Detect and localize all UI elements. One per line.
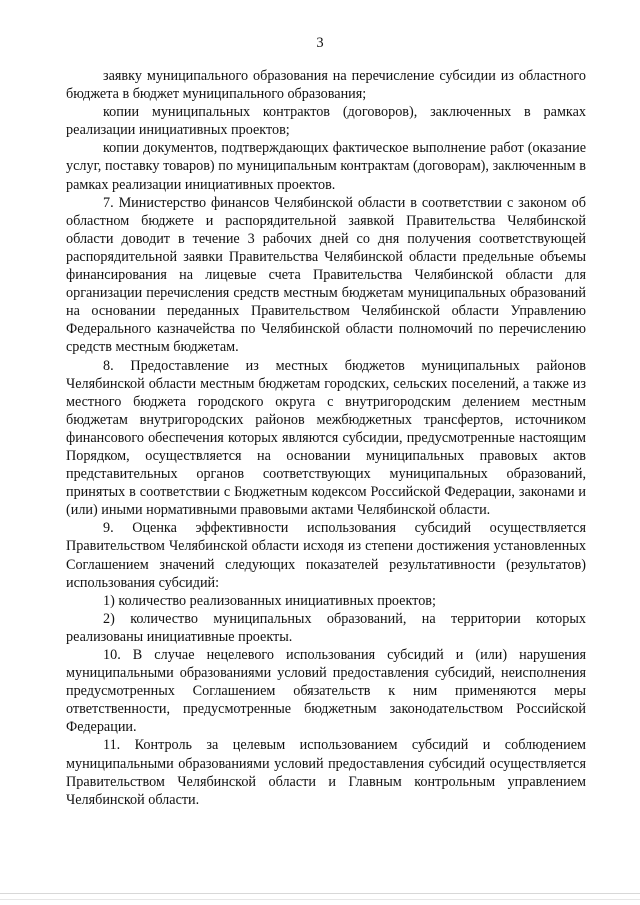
page-number: 3 xyxy=(316,35,324,51)
document-body xyxy=(66,67,586,809)
paragraph-application: заявку муниципального образования на перечисление субсидии из областного бюджета в бюджет муниципального образования; xyxy=(66,68,586,103)
paragraph-document-copies: копии документов, подтверждающих фактическое выполнение работ (оказание услуг, поставку товаров) по муниципальным контрактам (договорам), заключенным в рамках реализации инициативных проектов. xyxy=(66,140,586,193)
scan-edge-line xyxy=(0,899,640,900)
paragraph-indicator-2: 2) количество муниципальных образований, на территории которых реализованы инициативные проекты. xyxy=(66,610,586,645)
paragraph-item-8: 8. Предоставление из местных бюджетов муниципальных районов Челябинской области местным бюджетам городских, сельских поселений, а также из местного бюджета городского округа с внутригородским делением местным бюджетам внутригородских районов межбюджетных трансфертов, источником финансового обеспечения которых являются субсидии, предусмотренные настоящим Порядком, осуществляется на основании муниципальных правовых актов представительных органов соответствующих муниципальных образований, принятых в соответствии с Бюджетным кодексом Российской Федерации, законами и (или) иными нормативными правовыми актами Челябинской области. xyxy=(66,357,586,519)
paragraph-contract-copies: копии муниципальных контрактов (договоров), заключенных в рамках реализации инициативных проектов; xyxy=(66,104,586,139)
scan-edge-line xyxy=(0,893,640,894)
paragraph-item-9: 9. Оценка эффективности использования субсидий осуществляется Правительством Челябинской области исходя из степени достижения установленных Соглашением значений следующих показателей результативности (результатов) использования субсидий: xyxy=(66,520,586,591)
paragraph-item-11: 11. Контроль за целевым использованием субсидий и соблюдением муниципальными образованиями условий предоставления субсидий осуществляется Правительством Челябинской области и Главным контрольным управлением Челябинской области. xyxy=(66,737,586,808)
paragraph-item-10: 10. В случае нецелевого использования субсидий и (или) нарушения муниципальными образованиями условий предоставления субсидий, неисполнения предусмотренных Соглашением обязательств к ним применяются меры ответственности, предусмотренные бюджетным законодательством Российской Федерации. xyxy=(66,647,586,736)
paragraph-indicator-1: 1) количество реализованных инициативных проектов; xyxy=(103,592,436,609)
paragraph-item-7: 7. Министерство финансов Челябинской области в соответствии с законом об областном бюджете и распорядительной заявкой Правительства Челябинской области доводит в течение 3 рабочих дней со дня получения соответствующей распорядительной заявки Правительства Челябинской области предельные объемы финансирования на лицевые счета Правительства Челябинской области для организации перечисления средств местным бюджетам муниципальных образований на основании переданных Правительством Челябинской области Управлению Федерального казначейства по Челябинской области полномочий по перечислению средств местным бюджетам. xyxy=(66,194,586,356)
